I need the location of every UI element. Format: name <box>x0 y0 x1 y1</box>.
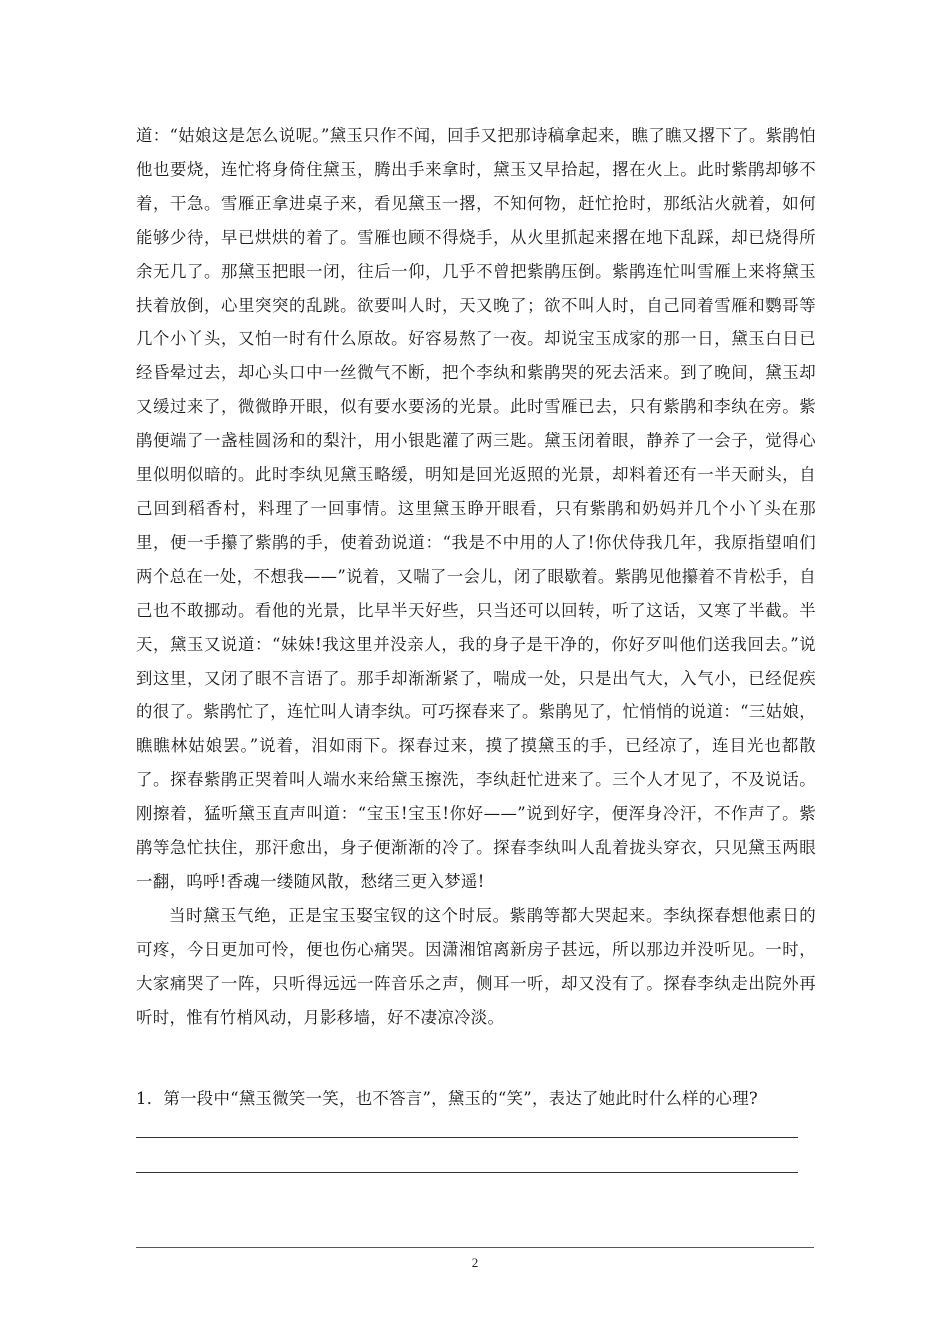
page-number: 2 <box>471 1255 479 1270</box>
passage-paragraph-1: 道：“姑娘这是怎么说呢。”黛玉只作不闻，回手又把那诗稿拿起来，瞧了瞧又撂下了。紫鹃怕他也要烧，连忙将身倚住黛玉，腾出手来拿时，黛玉又早拾起，撂在火上。此时紫鹃却够不着，干急。雪雁正拿进桌子来，看见黛玉一撂，不知何物，赶忙抢时，那纸沾火就着，如何能够少待，早已烘烘的着了。雪雁也顾不得烧手，从火里抓起来撂在地下乱踩，却已烧得所余无几了。那黛玉把眼一闭，往后一仰，几乎不曾把紫鹃压倒。紫鹃连忙叫雪雁上来将黛玉扶着放倒，心里突突的乱跳。欲要叫人时，天又晚了；欲不叫人时，自己同着雪雁和鹦哥等几个小丫头，又怕一时有什么原故。好容易熬了一夜。却说宝玉成家的那一日，黛玉白日已经昏晕过去，却心头口中一丝微气不断，把个李纨和紫鹃哭的死去活来。到了晚间，黛玉却又缓过来了，微微睁开眼，似有要水要汤的光景。此时雪雁已去，只有紫鹃和李纨在旁。紫鹃便端了一盏桂圆汤和的梨汁，用小银匙灌了两三匙。黛玉闭着眼，静养了一会子，觉得心里似明似暗的。此时李纨见黛玉略缓，明知是回光返照的光景，却料着还有一半天耐头，自己回到稻香村，料理了一回事情。这里黛玉睁开眼看，只有紫鹃和奶妈并几个小丫头在那里，便一手攥了紫鹃的手，使着劲说道：“我是不中用的人了!你伏侍我几年，我原指望咱们两个总在一处，不想我——”说着，又喘了一会儿，闭了眼歇着。紫鹃见他攥着不肯松手，自己也不敢挪动。看他的光景，比早半天好些，只当还可以回转，听了这话，又寒了半截。半天，黛玉又说道：“妹妹!我这里并没亲人，我的身子是干净的，你好歹叫他们送我回去。”说到这里，又闭了眼不言语了。那手却渐渐紧了，喘成一处，只是出气大，入气小，已经促疾的很了。紫鹃忙了，连忙叫人请李纨。可巧探春来了。紫鹃见了，忙悄悄的说道：“三姑娘，瞧瞧林姑娘罢。”说着，泪如雨下。探春过来，摸了摸黛玉的手，已经凉了，连目光也都散了。探春紫鹃正哭着叫人端水来给黛玉擦洗，李纨赶忙进来了。三个人才见了，不及说话。刚擦着，猛听黛玉直声叫道：“宝玉!宝玉!你好——”说到好字，便浑身冷汗，不作声了。紫鹃等急忙扶住，那汗愈出，身子便渐渐的冷了。探春李纨叫人乱着拢头穿衣，只见黛玉两眼一翻，呜呼!香魂一缕随风散，愁绪三更入梦遥! <box>136 126 816 891</box>
footer-divider <box>136 1247 814 1248</box>
answer-line-1[interactable] <box>136 1137 798 1138</box>
passage-paragraph-2: 当时黛玉气绝，正是宝玉娶宝钗的这个时辰。紫鹃等都大哭起来。李纨探春想他素日的可疼，今日更加可怜，便也伤心痛哭。因潇湘馆离新房子甚远，所以那边并没听见。一时，大家痛哭了一阵，只听得远远一阵音乐之声，侧耳一听，却又没有了。探春李纨走出院外再听时，惟有竹梢风动，月影移墙，好不凄凉冷淡。 <box>136 905 816 1027</box>
question-1: 1．第一段中“黛玉微笑一笑，也不答言”，黛玉的“笑”，表达了她此时什么样的心理? <box>136 1089 759 1108</box>
answer-line-2[interactable] <box>136 1172 798 1173</box>
passage <box>136 119 816 1034</box>
